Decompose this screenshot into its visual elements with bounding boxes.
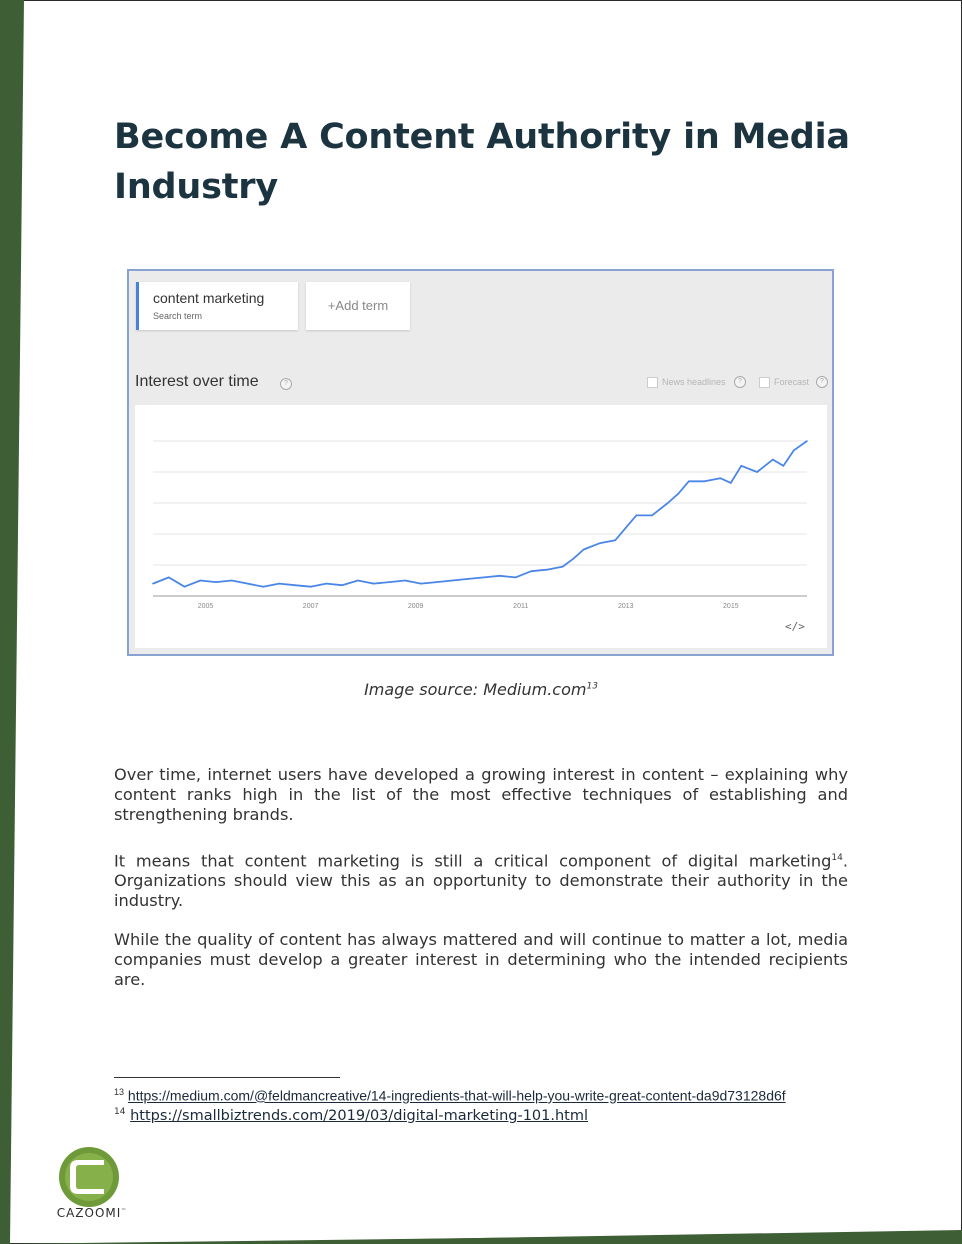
data-point [310, 586, 312, 588]
paragraph-2 [114, 848, 848, 911]
data-point [215, 581, 217, 583]
data-point [806, 440, 808, 442]
data-point [357, 580, 359, 582]
paragraph-3: While the quality of content has always mattered and will continue to matter a lot, media companies must develop a greater interest in determining who the intended recipients are. [114, 930, 848, 989]
footnote-link[interactable]: https://medium.com/@feldmancreative/14-ingredients-that-will-help-you-write-great-content-da9d73128d6f [127, 1087, 786, 1104]
data-point [483, 577, 485, 579]
x-tick-label: 2007 [302, 603, 319, 610]
data-point [499, 575, 501, 577]
data-point [599, 543, 601, 545]
data-point [263, 586, 265, 588]
data-point [562, 566, 564, 568]
data-point [783, 465, 785, 467]
data-point [756, 471, 758, 473]
footnote-link[interactable]: https://smallbiztrends.com/2019/03/digital-marketing-101.html [130, 1107, 589, 1124]
data-point [231, 580, 233, 582]
search-term-sub: Search term [153, 311, 203, 321]
data-point [530, 570, 532, 572]
data-point [247, 583, 249, 585]
data-point [614, 539, 616, 541]
logo-wordmark [48, 1206, 136, 1220]
image-caption [0, 680, 962, 699]
data-point [741, 465, 743, 467]
interest-chart [135, 405, 827, 648]
data-point [278, 583, 280, 585]
data-point [546, 569, 548, 571]
data-point [168, 577, 170, 579]
footnote-ref-14: 14 [831, 853, 843, 863]
footnote-divider [114, 1077, 340, 1078]
data-point [199, 580, 201, 582]
data-point [625, 527, 627, 529]
logo-text: CAZOOMI [56, 1206, 122, 1220]
footnote-number: 13 [114, 1087, 125, 1097]
bottom-accent-band [0, 1214, 962, 1244]
paragraph-1: Over time, internet users have developed a growing interest in content – explaining why content ranks high in the list of the most effective techniques of establishing and strengthening brands. [114, 765, 848, 824]
data-point [436, 581, 438, 583]
forecast-checkbox[interactable] [759, 377, 770, 388]
data-point [420, 583, 422, 585]
caption-footnote-ref: 13 [586, 681, 598, 692]
interest-over-time-heading: Interest over time [135, 373, 259, 390]
question-circle-icon[interactable]: ? [734, 376, 746, 388]
data-point [651, 515, 653, 517]
question-circle-icon[interactable]: ? [816, 376, 828, 388]
search-term-chip[interactable] [136, 282, 298, 330]
data-point [184, 586, 186, 588]
paragraph-2-text: It means that content marketing is still a critical component of digital marketing [114, 851, 832, 871]
data-point [572, 558, 574, 560]
data-point [635, 515, 637, 517]
data-point [389, 581, 391, 583]
news-headlines-label: News headlines [662, 377, 726, 387]
data-point [515, 577, 517, 579]
news-headlines-checkbox[interactable] [647, 377, 658, 388]
code-embed-icon[interactable]: </> [785, 620, 805, 633]
data-point [404, 580, 406, 582]
data-point [452, 580, 454, 582]
search-term-label: content marketing [153, 290, 265, 306]
data-point [720, 477, 722, 479]
add-term-button[interactable]: +Add term [306, 282, 410, 330]
data-point [152, 583, 154, 585]
page-title: Become A Content Authority in Media Industry [114, 117, 850, 207]
data-point [772, 459, 774, 461]
paragraph-2-tail: . Organizations should view this as an opportunity to demonstrate their authority in the industry. [114, 851, 848, 911]
data-point [704, 481, 706, 483]
forecast-label: Forecast [774, 377, 810, 387]
x-tick-label: 2005 [197, 603, 214, 610]
caption-text: Image source: Medium.com [364, 680, 587, 699]
data-point [678, 493, 680, 495]
footnote-number: 14 [114, 1107, 126, 1117]
data-point [341, 584, 343, 586]
data-point [667, 502, 669, 504]
logo-trademark: ™ [121, 1208, 128, 1214]
data-point [294, 584, 296, 586]
question-circle-icon[interactable]: ? [280, 378, 292, 390]
left-accent-band [0, 0, 24, 1244]
x-tick-label: 2009 [407, 603, 424, 610]
x-tick-label: 2011 [513, 603, 529, 610]
data-point [373, 583, 375, 585]
x-tick-label: 2015 [723, 603, 739, 610]
data-point [688, 481, 690, 483]
trends-widget [127, 269, 834, 656]
footnote-13 [114, 1087, 786, 1104]
x-tick-label: 2013 [617, 603, 634, 610]
data-point [730, 482, 732, 484]
data-point [583, 549, 585, 551]
footnote-14 [114, 1107, 588, 1124]
data-point [326, 583, 328, 585]
data-point [467, 578, 469, 580]
data-point [793, 450, 795, 452]
chart-plot-area [135, 405, 827, 648]
